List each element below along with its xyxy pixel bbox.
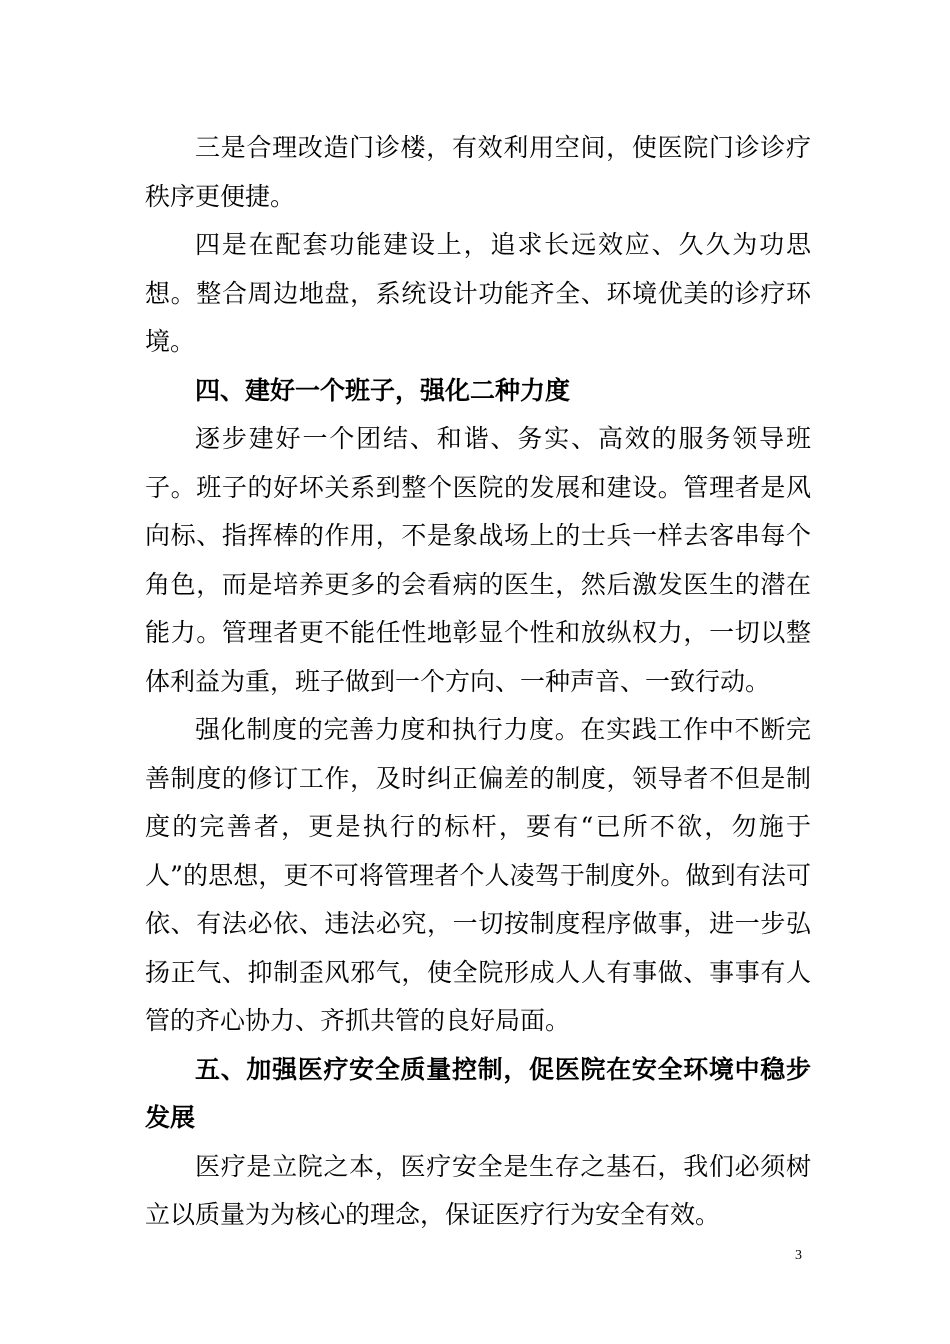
section-heading-leadership: 四、建好一个班子，强化二种力度 bbox=[195, 375, 571, 405]
paragraph-supporting-facilities: 四是在配套功能建设上，追求长远效应、久久为功思想。整合周边地盘，系统设计功能齐全、环境优美的诊疗环境。 bbox=[145, 230, 811, 356]
section-heading-medical-safety: 五、加强医疗安全质量控制，促医院在安全环境中稳步发展 bbox=[145, 1054, 811, 1132]
page-number: 3 bbox=[795, 1248, 802, 1263]
paragraph-leadership-team: 逐步建好一个团结、和谐、务实、高效的服务领导班子。班子的好坏关系到整个医院的发展和建设。管理者是风向标、指挥棒的作用，不是象战场上的士兵一样去客串每个角色，而是培养更多的会看病的医生，然后激发医生的潜在能力。管理者更不能任性地彰显个性和放纵权力，一切以整体利益为重，班子做到一个方向、一种声音、一致行动。 bbox=[145, 424, 811, 696]
paragraph-system-enforcement: 强化制度的完善力度和执行力度。在实践工作中不断完善制度的修订工作，及时纠正偏差的制度，领导者不但是制度的完善者，更是执行的标杆，要有“已所不欲，勿施于人”的思想，更不可将管理者个人凌驾于制度外。做到有法可依、有法必依、违法必究，一切按制度程序做事，进一步弘扬正气、抑制歪风邪气，使全院形成人人有事做、事事有人管的齐心协力、齐抓共管的良好局面。 bbox=[145, 715, 811, 1035]
paragraph-outpatient-renovation: 三是合理改造门诊楼，有效利用空间，使医院门诊诊疗秩序更便捷。 bbox=[145, 133, 811, 211]
document-body bbox=[145, 124, 811, 1240]
paragraph-medical-quality: 医疗是立院之本，医疗安全是生存之基石，我们必须树立以质量为为核心的理念，保证医疗行为安全有效。 bbox=[145, 1151, 811, 1229]
